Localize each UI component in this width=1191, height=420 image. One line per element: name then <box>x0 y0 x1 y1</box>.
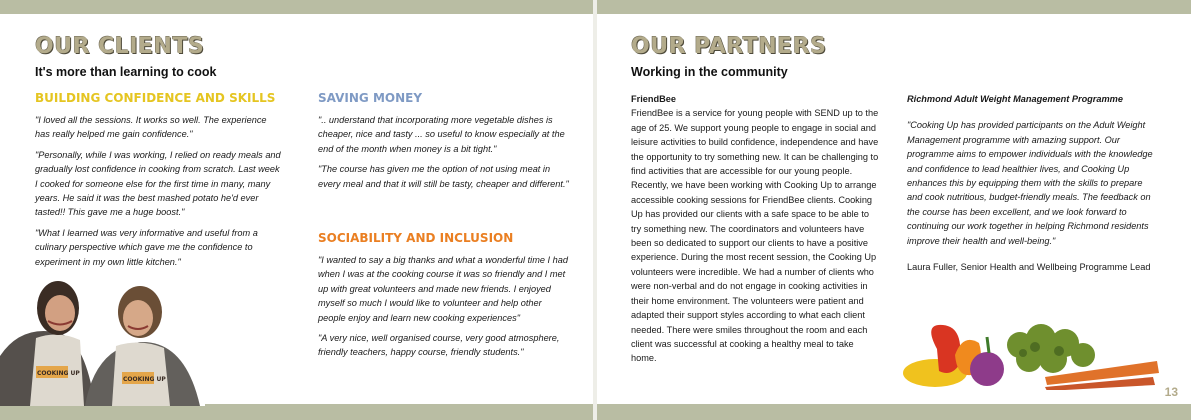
top-band-right <box>597 0 1191 14</box>
quote: "A very nice, well organised course, very good atmosphere, friendly teachers, happy course, friendly students." <box>318 333 560 358</box>
partners-subtitle: Working in the community <box>631 65 788 79</box>
clients-subtitle: It's more than learning to cook <box>35 65 217 79</box>
section-heading-saving: SAVING MONEY <box>318 91 423 105</box>
quote: "I loved all the sessions. It works so well. The experience has really helped me gain confidence." <box>35 115 267 140</box>
page-title-clients: OUR CLIENTS <box>35 34 205 59</box>
quote: "What I learned was very informative and useful from a culinary perspective which gave me the confidence to experiment in my own little kitchen." <box>35 227 258 267</box>
svg-text:COOKING UP: COOKING UP <box>123 376 166 383</box>
top-band-left <box>0 0 593 14</box>
sociability-quotes <box>318 253 570 366</box>
quote: "The course has given me the option of not using meat in every meal and that it will still be tasty, cheaper and different." <box>318 164 569 189</box>
page-spine <box>593 0 597 420</box>
section-heading-sociability: SOCIABILITY AND INCLUSION <box>318 231 514 245</box>
section-heading-confidence: BUILDING CONFIDENCE AND SKILLS <box>35 91 276 105</box>
partner-name-friendbee: FriendBee <box>631 94 676 104</box>
partner-name-richmond: Richmond Adult Weight Management Programme <box>907 94 1123 104</box>
page-number: 13 <box>1164 385 1178 399</box>
page-title-partners: OUR PARTNERS <box>631 34 827 59</box>
richmond-quote: "Cooking Up has provided participants on the Adult Weight Management programme with amazing support. Our programme aims to empower individuals with the knowledge and confidence to lead healthier lives, and Cooking Up enhances this by equipping them with the skills to prepare and cook nutritious, budget-friendly meals. The feedback on the course has been excellent, and we look forward to continuing our work together in helping Richmond residents improve their health and well-being." <box>907 120 1153 246</box>
quote: ".. understand that incorporating more vegetable dishes is cheaper, nice and tasty ... so useful to know especially at the end of the month when money is a bit tight." <box>318 115 565 154</box>
bottom-band-right <box>597 404 1191 420</box>
richmond-attribution: Laura Fuller, Senior Health and Wellbeing Programme Lead <box>907 262 1151 273</box>
volunteers-photo <box>0 276 205 406</box>
friendbee-block <box>631 92 881 366</box>
svg-text:COOKING UP: COOKING UP <box>37 370 80 377</box>
bottom-band-left <box>0 404 593 420</box>
confidence-quotes <box>35 113 283 275</box>
quote: "I wanted to say a big thanks and what a wonderful time I had when I was at the cooking course it was so friendly and I met up with great volunteers and made new friends. I enjoyed myself so much I would like to volunteer and help other people enjoy and learn new cooking experiences" <box>318 255 568 323</box>
friendbee-text: FriendBee is a service for young people with SEND up to the age of 25. We support young people to engage in social and leisure activities to build confidence, independence and have the opportunity to try something new. It can be challenging to find activities that are accessible for our young people. Recently, we have been working with Cooking Up to arrange accessible cooking sessions for FriendBee clients. Cooking Up has provided our clients with a safe space to be able to try something new. The coordinators and volunteers have been so dedicated to support our clients to have a positive experience. During the most recent session, the Cooking Up volunteers were incredible. We had a number of clients who were non-verbal and do not engage in cooking activities in their home environment. The volunteers were patient and adapted their support styles according to what each client needed. There were smiles throughout the room and each client was successful at cooking a healthy meal to take home. <box>631 108 879 364</box>
vegetables-illustration <box>895 315 1165 390</box>
saving-quotes <box>318 113 570 197</box>
quote: "Personally, while I was working, I relied on ready meals and gradually lost confidence in cooking from scratch. Last week I cooked for someone else for the first time in many, many years. He said it was the best mashed potato he'd ever tasted!! This gave me a huge boost." <box>35 149 281 218</box>
richmond-block <box>907 92 1159 280</box>
